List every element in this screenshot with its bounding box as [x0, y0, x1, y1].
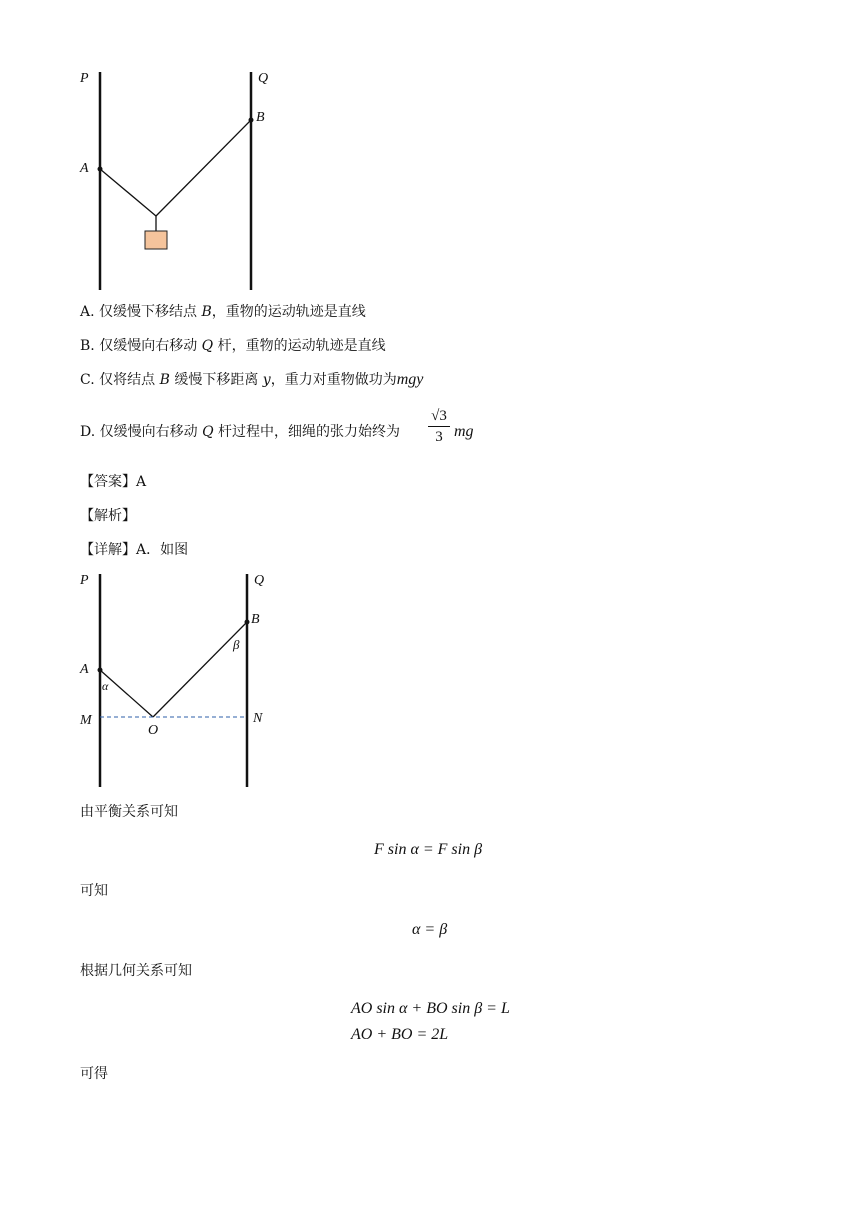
- point-a: [98, 668, 103, 673]
- option-d: D. 仅缓慢向右移动 Q 杆过程中，细绳的张力始终为: [80, 424, 401, 440]
- fraction-denominator: 3: [435, 429, 443, 445]
- equation-4: AO + BO = 2L: [351, 1026, 449, 1043]
- equation-2: α = β: [412, 921, 448, 938]
- answer: 【答案】A: [80, 474, 147, 490]
- label-b: B: [251, 612, 260, 627]
- figure-2: [70, 566, 310, 790]
- label-beta: β: [233, 637, 240, 652]
- rope-bo: [156, 120, 251, 216]
- option-c: C. 仅将结点 B 缓慢下移距离 y，重力对重物做功为mgy: [80, 371, 424, 388]
- fraction-numerator: √3: [431, 408, 447, 424]
- text-get: 可得: [80, 1066, 108, 1082]
- label-n: N: [253, 711, 263, 726]
- detail: 【详解】A．如图: [80, 542, 189, 558]
- label-q: Q: [254, 573, 265, 588]
- label-alpha: α: [102, 679, 109, 693]
- point-b: [249, 118, 254, 123]
- label-a: A: [80, 662, 89, 677]
- label-b: B: [256, 110, 265, 125]
- option-b: B. 仅缓慢向右移动 Q 杆，重物的运动轨迹是直线: [80, 338, 386, 354]
- label-a: A: [80, 161, 89, 176]
- label-m: M: [80, 713, 92, 728]
- label-o: O: [148, 723, 159, 738]
- figure-1: [70, 62, 310, 294]
- text-know: 可知: [80, 883, 108, 899]
- equation-3: AO sin α + BO sin β = L: [351, 1000, 510, 1017]
- analysis: 【解析】: [80, 508, 136, 524]
- point-b: [245, 620, 250, 625]
- equation-1: F sin α = F sin β: [374, 841, 483, 858]
- text-geometry: 根据几何关系可知: [80, 963, 192, 979]
- label-p: P: [80, 573, 89, 588]
- label-q: Q: [258, 71, 269, 86]
- text-balance: 由平衡关系可知: [80, 804, 178, 820]
- rope-ao: [100, 670, 153, 717]
- weight-box: [145, 231, 167, 249]
- rope-ao: [100, 169, 156, 216]
- option-d-fraction: [426, 406, 452, 447]
- label-p: P: [80, 71, 89, 86]
- point-a: [98, 167, 103, 172]
- option-a: A. 仅缓慢下移结点 B，重物的运动轨迹是直线: [80, 304, 366, 320]
- option-d-mg: mg: [454, 423, 474, 440]
